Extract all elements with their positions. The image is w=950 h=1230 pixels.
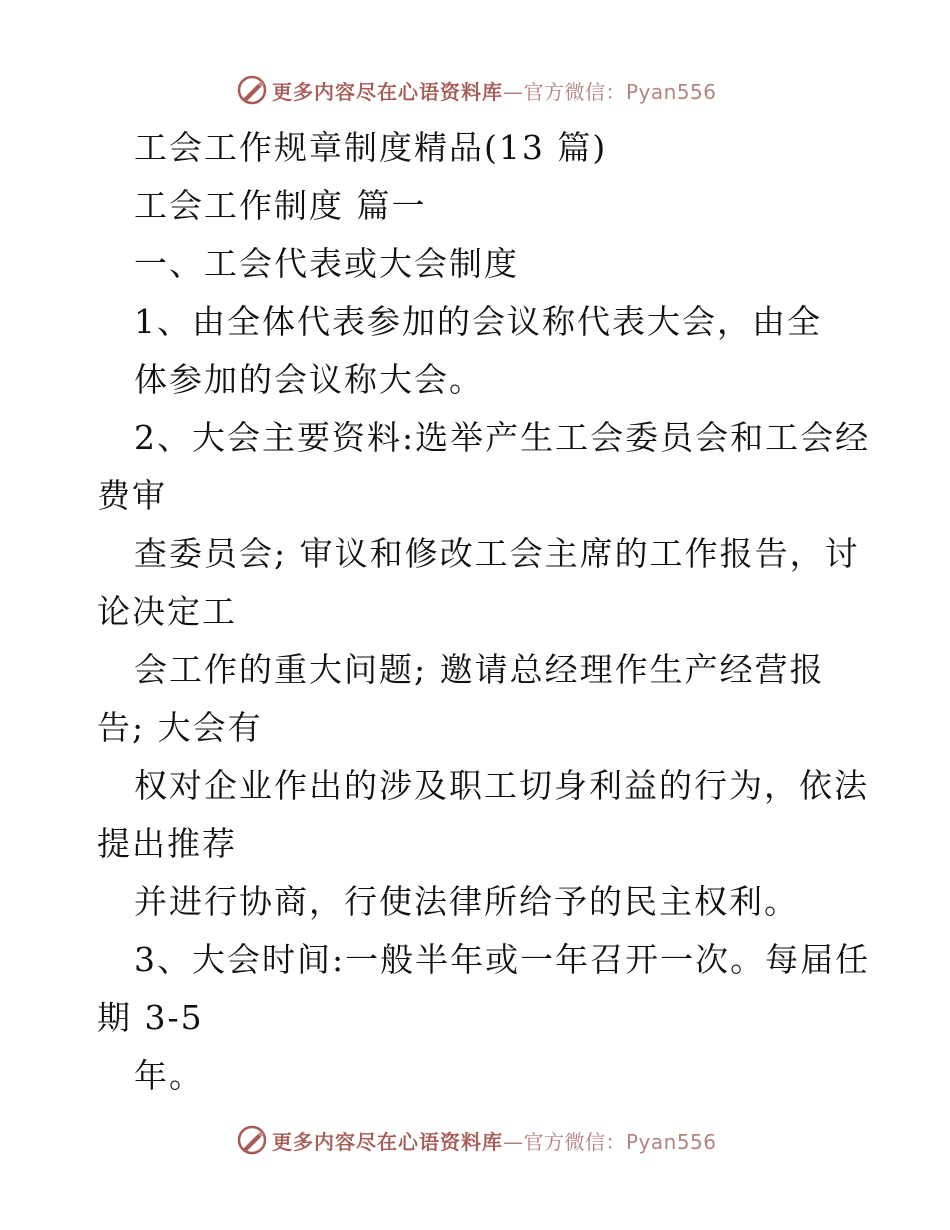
paragraph-line: 告; 大会有 <box>97 708 263 747</box>
document-title: 工会工作规章制度精品(13 篇) <box>134 128 608 167</box>
paragraph-line: 体参加的会议称大会。 <box>134 360 484 399</box>
paragraph-line: 2、大会主要资料:选举产生工会委员会和工会经 <box>134 418 871 457</box>
footer-watermark <box>236 1122 717 1158</box>
pen-logo-icon <box>236 1124 268 1156</box>
paragraph-line: 并进行协商，行使法律所给予的民主权利。 <box>134 882 799 921</box>
paragraph-line: 1、由全体代表参加的会议称代表大会，由全 <box>134 302 822 341</box>
paragraph-line: 提出推荐 <box>97 824 237 863</box>
paragraph-line: 期 3-5 <box>97 998 204 1037</box>
paragraph-line: 查委员会; 审议和修改工会主席的工作报告，讨 <box>134 534 860 573</box>
header-watermark <box>236 72 717 108</box>
subsection-heading: 一、工会代表或大会制度 <box>134 244 519 283</box>
watermark-suffix: 官方微信： <box>523 79 626 104</box>
watermark-brand: 更多内容尽在心语资料库 <box>272 79 503 104</box>
paragraph-line: 年。 <box>134 1056 204 1095</box>
watermark-separator: — <box>503 79 524 104</box>
paragraph-line: 3、大会时间:一般半年或一年召开一次。每届任 <box>134 940 871 979</box>
watermark-brand: 更多内容尽在心语资料库 <box>272 1129 503 1154</box>
paragraph-line: 会工作的重大问题; 邀请总经理作生产经营报 <box>134 650 825 689</box>
paragraph-line: 费审 <box>97 476 167 515</box>
watermark-id: Pyan556 <box>626 79 717 104</box>
watermark-suffix: 官方微信： <box>523 1129 626 1154</box>
paragraph-line: 权对企业作出的涉及职工切身利益的行为，依法 <box>134 766 869 805</box>
pen-logo-icon <box>236 74 268 106</box>
watermark-separator: — <box>503 1129 524 1154</box>
watermark-text <box>272 76 717 105</box>
watermark-text <box>272 1126 717 1155</box>
section-heading: 工会工作制度 篇一 <box>134 186 427 225</box>
paragraph-line: 论决定工 <box>97 592 237 631</box>
watermark-id: Pyan556 <box>626 1129 717 1154</box>
